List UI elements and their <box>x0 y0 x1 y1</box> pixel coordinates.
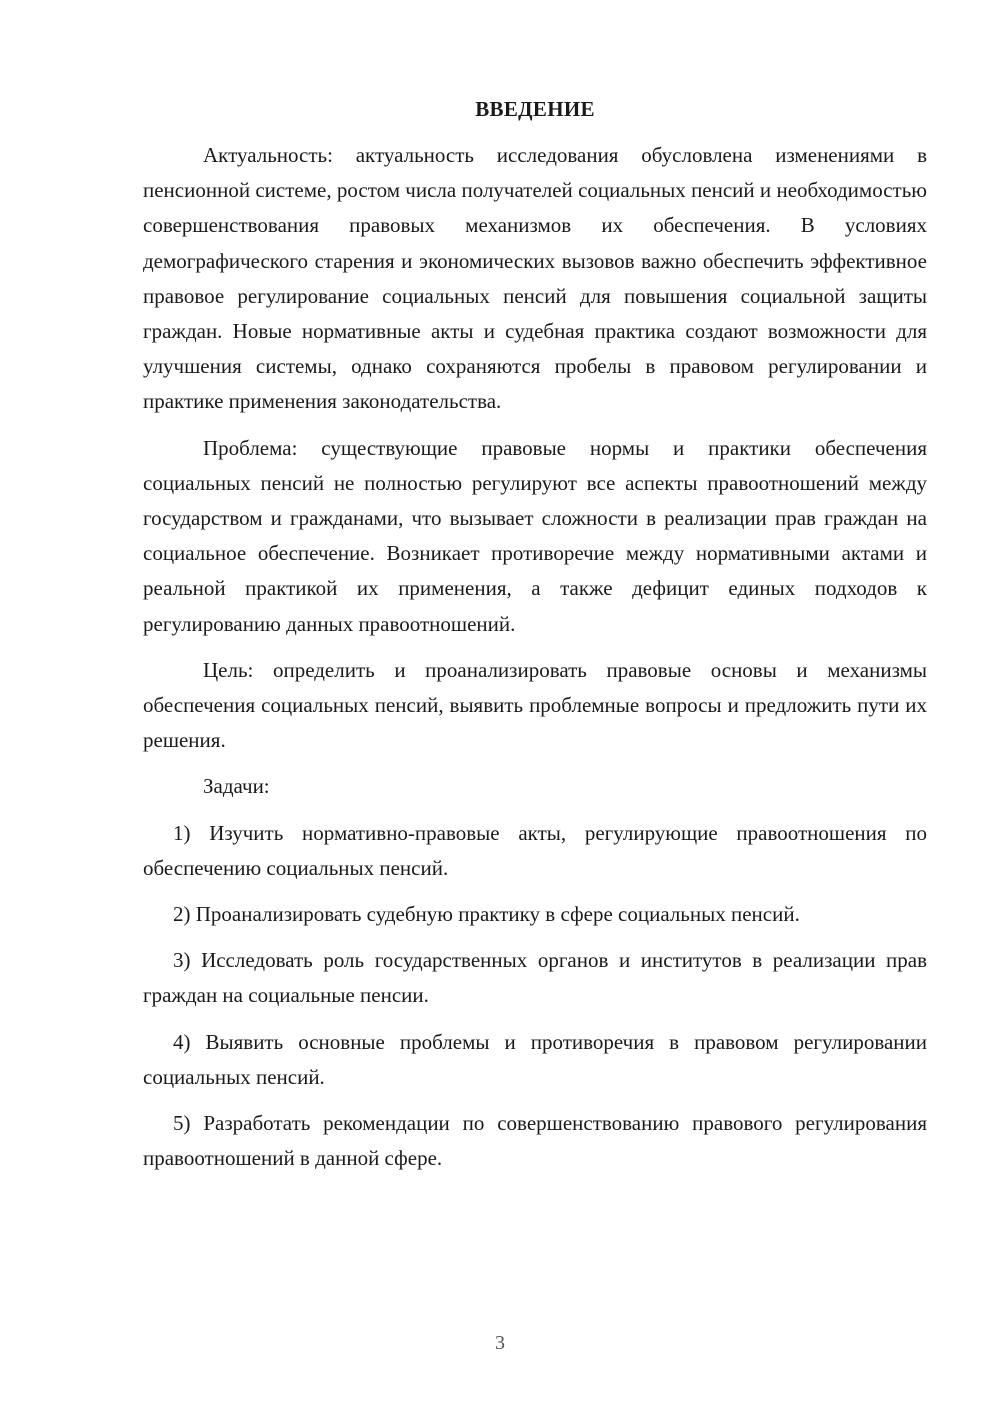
task-item-5: 5) Разработать рекомендации по совершенствованию правового регулирования правоотношений в данной сфере. <box>143 1111 927 1171</box>
task-item-3: 3) Исследовать роль государственных органов и институтов в реализации прав граждан на социальные пенсии. <box>143 948 927 1008</box>
page-number: 3 <box>495 1332 505 1354</box>
task-item-1: 1) Изучить нормативно-правовые акты, регулирующие правоотношения по обеспечению социальных пенсий. <box>143 820 927 880</box>
paragraph-goal: Цель: определить и проанализировать правовые основы и механизмы обеспечения социальных пенсий, выявить проблемные вопросы и предложить пути их решения. <box>143 657 927 753</box>
task-item-4: 4) Выявить основные проблемы и противоречия в правовом регулировании социальных пенсий. <box>143 1029 927 1089</box>
task-item-2: 2) Проанализировать судебную практику в сфере социальных пенсий. <box>173 902 800 927</box>
paragraph-tasks-heading: Задачи: <box>203 774 270 799</box>
paragraph-relevance: Актуальность: актуальность исследования обусловлена изменениями в пенсионной системе, ростом числа получателей социальных пенсий и необходимостью совершенствования правовых механизмов их обеспечения. В условиях демографического старения и экономических вызовов важно обеспечить эффективное правовое регулирование социальных пенсий для повышения социальной защиты граждан. Новые нормативные акты и судебная практика создают возможности для улучшения системы, однако сохраняются пробелы в правовом регулировании и практике применения законодательства. <box>143 143 927 414</box>
document-page <box>143 92 927 1176</box>
paragraph-problem: Проблема: существующие правовые нормы и практики обеспечения социальных пенсий не полностью регулируют все аспекты правоотношений между государством и гражданами, что вызывает сложности в реализации прав граждан на социальное обеспечение. Возникает противоречие между нормативными актами и реальной практикой их применения, а также дефицит единых подходов к регулированию данных правоотношений. <box>143 435 927 636</box>
page-title: ВВЕДЕНИЕ <box>475 97 595 121</box>
